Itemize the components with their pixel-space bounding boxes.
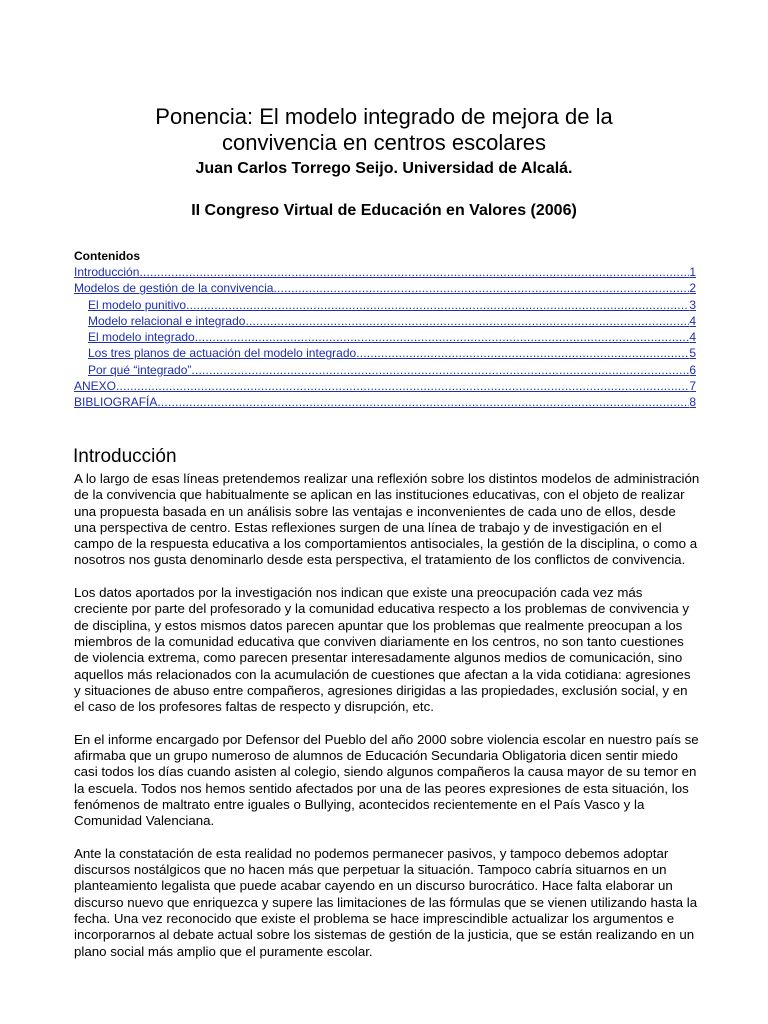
paragraph: Ante la constatación de esta realidad no podemos permanecer pasivos, y tampoco debemos adoptar discursos nostálgicos que no hacen más que perpetuar la situación. Tampoco cabría situarnos en un planteamiento legalista que puede acabar cayendo en un discurso burocrático. Hace falta elaborar un discurso nuevo que enriquezca y supere las limitaciones de las fórmulas que se vienen utilizando hasta la fecha. Una vez reconocido que existe el problema se hace imprescindible actualizar los argumentos e incorporarnos al debate actual sobre los sistemas de gestión de la justicia, que se están realizando en un plano social más amplio que el puramente escolar. <box>74 845 698 959</box>
toc-leader-dots <box>116 378 689 394</box>
toc-item-page: 6 <box>689 362 696 377</box>
table-of-contents <box>74 248 696 411</box>
toc-item-label: El modelo integrado <box>88 330 195 345</box>
toc-link-modelo-integrado[interactable] <box>88 329 696 345</box>
section-heading-introduccion: Introducción <box>73 446 177 467</box>
introduction-body <box>74 471 700 976</box>
toc-link-bibliografia[interactable] <box>74 394 696 410</box>
toc-item-modelo-integrado <box>74 329 696 345</box>
toc-item-label: Modelo relacional e integrado <box>88 313 246 328</box>
paragraph: En el informe encargado por Defensor del Pueblo del año 2000 sobre violencia escolar en nuestro país se afirmaba que un grupo numeroso de alumnos de Educación Secundaria Obligatoria dicen sentir miedo casi todos los días cuando asisten al colegio, siendo algunos compañeros la causa mayor de su temor en la escuela. Todos nos hemos sentido afectados por una de las peores expresiones de esta situación, los fenómenos de maltrato entre iguales o Bullying, acontecidos recientemente en el País Vasco y la Comunidad Valenciana. <box>74 731 699 829</box>
toc-link-modelo-punitivo[interactable] <box>88 297 696 313</box>
document-title <box>0 104 768 156</box>
toc-item-page: 8 <box>689 395 696 410</box>
toc-item-label: El modelo punitivo <box>88 297 187 312</box>
toc-heading: Contenidos <box>74 249 140 263</box>
toc-leader-dots <box>195 329 690 345</box>
toc-leader-dots <box>157 394 689 410</box>
title-line-1: Ponencia: El modelo integrado de mejora de la <box>155 104 613 129</box>
toc-item-page: 5 <box>689 346 696 361</box>
toc-item-por-que-integrado <box>74 362 696 378</box>
toc-item-modelo-punitivo <box>74 297 696 313</box>
toc-item-page: 4 <box>689 330 696 345</box>
toc-item-label: ANEXO <box>74 379 117 394</box>
paragraph: Los datos aportados por la investigación nos indican que existe una preocupación cada vez más creciente por parte del profesorado y la comunidad educativa respecto a los problemas de convivencia y de disciplina, y estos mismos datos parecen apuntar que los problemas que realmente preocupan a los miembros de la comunidad educativa que conviven diariamente en los centros, no son tanto cuestiones de violencia extrema, como parecen presentar interesadamente algunos medios de comunicación, sino aquellos más relacionados con la acumulación de cuestiones que afectan a la vida cotidiana: agresiones y situaciones de abuso entre compañeros, agresiones dirigidas a las propiedades, exclusión social, y en el caso de los profesores faltas de respecto y disrupción, etc. <box>74 585 691 715</box>
toc-item-page: 1 <box>689 265 696 279</box>
toc-link-anexo[interactable] <box>74 378 696 394</box>
toc-item-label: Los tres planos de actuación del modelo integrado <box>88 346 357 361</box>
toc-item-bibliografia <box>74 394 696 410</box>
toc-item-modelo-relacional <box>74 313 696 329</box>
author-line: Juan Carlos Torrego Seijo. Universidad de Alcalá. <box>195 160 573 177</box>
toc-item-page: 3 <box>689 297 696 312</box>
toc-leader-dots <box>186 297 689 313</box>
toc-item-page: 2 <box>689 281 696 296</box>
toc-item-label: Por qué “integrado” <box>88 362 192 377</box>
toc-item-page: 4 <box>689 313 696 328</box>
toc-list <box>74 264 696 411</box>
toc-leader-dots <box>245 313 689 329</box>
toc-item-modelos-gestion <box>74 280 696 296</box>
toc-item-label: Introducción <box>74 265 140 279</box>
toc-item-introduccion <box>74 264 696 280</box>
congress-line: II Congreso Virtual de Educación en Valores (2006) <box>191 202 577 219</box>
toc-leader-dots <box>139 264 689 280</box>
toc-link-modelos-gestion[interactable] <box>74 280 696 296</box>
toc-link-modelo-relacional[interactable] <box>88 313 696 329</box>
toc-link-introduccion[interactable] <box>74 264 696 280</box>
paragraph: A lo largo de esas líneas pretendemos realizar una reflexión sobre los distintos modelos de administración de la convivencia que habitualmente se aplican en las instituciones educativas, con el objeto de realizar una propuesta basada en un análisis sobre las ventajas e inconvenientes de cada uno de ellos, desde una perspectiva de centro. Estas reflexiones surgen de una línea de trabajo y de investigación en el campo de la respuesta educativa a los comportamientos antisociales, la gestión de la disciplina, o como a nosotros nos gusta denominarlo desde esta perspectiva, el tratamiento de los conflictos de convivencia. <box>74 471 700 568</box>
toc-item-label: BIBLIOGRAFÍA <box>74 395 158 410</box>
toc-link-tres-planos[interactable] <box>88 345 696 361</box>
toc-leader-dots <box>191 362 689 378</box>
toc-item-anexo <box>74 378 696 394</box>
toc-item-tres-planos <box>74 345 696 361</box>
toc-item-label: Modelos de gestión de la convivencia <box>74 281 274 296</box>
toc-leader-dots <box>356 345 689 361</box>
toc-leader-dots <box>273 280 689 296</box>
toc-link-por-que-integrado[interactable] <box>88 362 696 378</box>
title-line-2: convivencia en centros escolares <box>221 130 547 155</box>
toc-item-page: 7 <box>689 379 696 394</box>
